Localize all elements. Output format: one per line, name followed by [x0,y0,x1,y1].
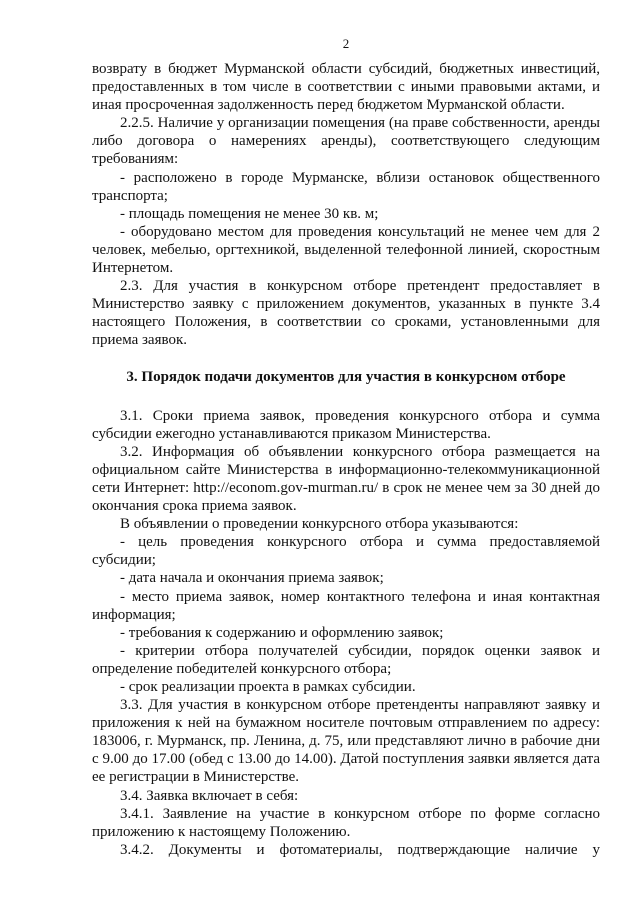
paragraph: - оборудовано местом для проведения консультаций не менее чем для 2 человек, мебелью, оргтехникой, выделенной телефонной линией, скоростным Интернетом. [92,223,600,277]
paragraph: 3.4.1. Заявление на участие в конкурсном отборе по форме согласно приложению к настоящему Положению. [92,805,600,840]
paragraph: - расположено в городе Мурманске, вблизи остановок общественного транспорта; [92,169,600,204]
page-number: 2 [342,36,350,51]
list-item: - цель проведения конкурсного отбора и сумма предоставляемой субсидии; [92,534,600,569]
paragraph: 3.4.2. Документы и фотоматериалы, подтверждающие наличие у [120,841,600,858]
paragraph: В объявлении о проведении конкурсного отбора указываются: [120,516,519,533]
list-item: - дата начала и окончания приема заявок; [120,570,384,587]
body-after-section [92,407,600,859]
paragraph: 3.2. Информация об объявлении конкурсного отбора размещается на официальном сайте Министерства в информационно-телекоммуникационной сети Интернет: http://econom.gov-murman.ru/ в срок не менее чем за 30 дней до окончания срока приема заявок. [92,443,600,515]
list-item: - критерии отбора получателей субсидии, порядок оценки заявок и определение победителей конкурсного отбора; [92,642,600,677]
paragraph: возврату в бюджет Мурманской области субсидий, бюджетных инвестиций, предоставленных в том числе в соответствии с иными правовыми актами, и иная просроченная задолженность перед бюджетом Мурманской области. [92,61,600,114]
section-heading: 3. Порядок подачи документов для участия в конкурсном отборе [126,368,566,385]
paragraph: 2.3. Для участия в конкурсном отборе претендент предоставляет в Министерство заявку с приложением документов, указанных в пункте 3.4 настоящего Положения, в соответствии со сроками, установленными для приема заявок. [92,278,600,349]
list-item: - место приема заявок, номер контактного телефона и иная контактная информация; [92,588,600,623]
paragraph: - площадь помещения не менее 30 кв. м; [120,205,379,222]
paragraph: 3.1. Сроки приема заявок, проведения конкурсного отбора и сумма субсидии ежегодно устанавливаются приказом Министерства. [92,407,600,442]
paragraph: 3.4. Заявка включает в себя: [120,787,299,804]
body-before-section [92,60,600,350]
paragraph: 2.2.5. Наличие у организации помещения (на праве собственности, аренды либо договора о намерениях аренды), соответствующего следующим требованиям: [92,115,600,168]
paragraph: 3.3. Для участия в конкурсном отборе претенденты направляют заявку и приложения к ней на бумажном носителе почтовым отправлением по адресу: 183006, г. Мурманск, пр. Ленина, д. 75, или представляют лично в рабочие дни с 9.00 до 17.00 (обед с 13.00 до 14.00). Датой поступления заявки является дата ее регистрации в Министерстве. [92,697,600,786]
list-item: - требования к содержанию и оформлению заявок; [120,624,444,641]
list-item: - срок реализации проекта в рамках субсидии. [120,679,416,695]
